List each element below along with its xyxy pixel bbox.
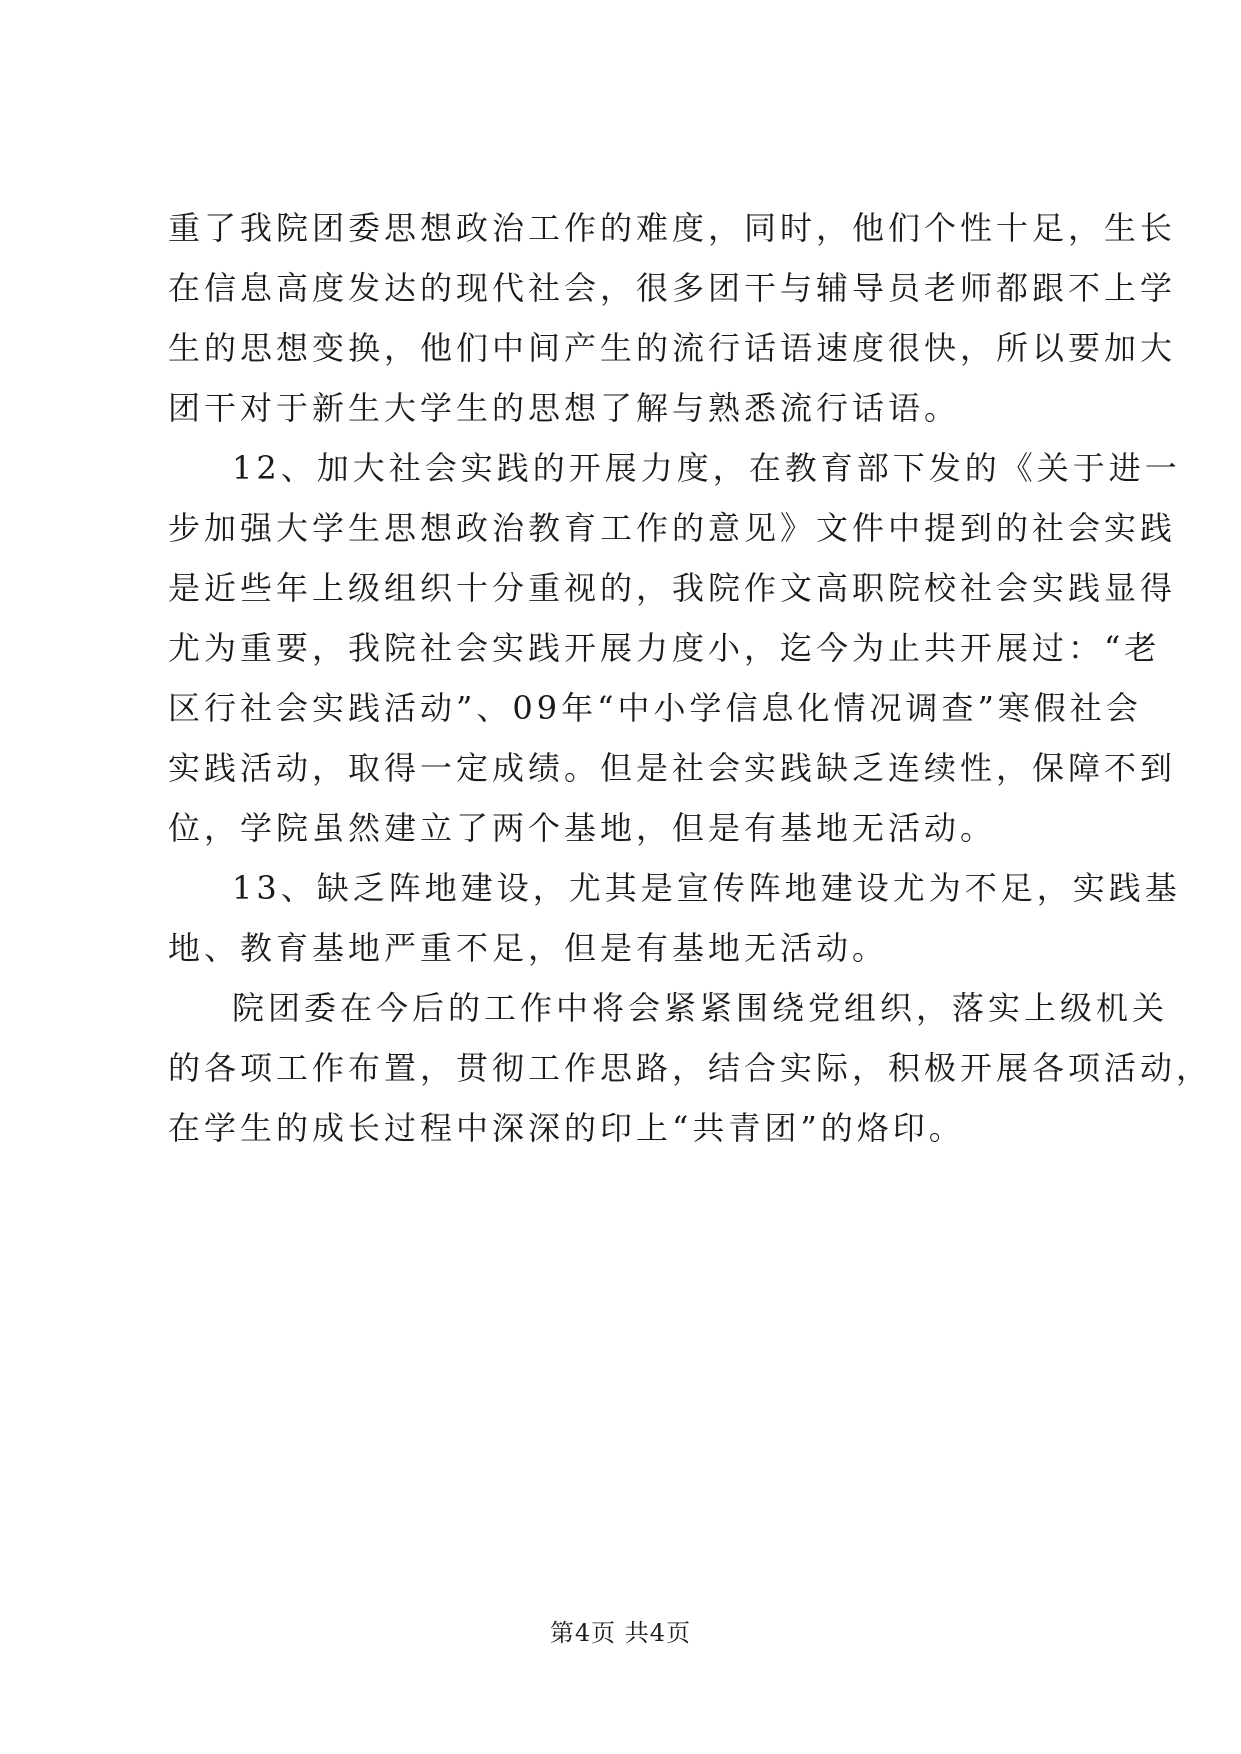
text-line: 院团委在今后的工作中将会紧紧围绕党组织，落实上级机关 xyxy=(232,989,1169,1027)
paragraph-item-13 xyxy=(168,858,1181,978)
text-line: 尤为重要，我院社会实践开展力度小，迄今为止共开展过：“老 xyxy=(168,629,1161,667)
document-body xyxy=(168,198,1213,1158)
text-line: 13、缺乏阵地建设，尤其是宣传阵地建设尤为不足，实践基 xyxy=(232,869,1181,907)
paragraph-continuation xyxy=(168,198,1177,438)
text-line: 团干对于新生大学生的思想了解与熟悉流行话语。 xyxy=(168,389,961,427)
text-line: 实践活动，取得一定成绩。但是社会实践缺乏连续性，保障不到 xyxy=(168,749,1177,787)
text-line: 在学生的成长过程中深深的印上“共青团”的烙印。 xyxy=(168,1109,965,1147)
text-line: 的各项工作布置，贯彻工作思路，结合实际，积极开展各项活动， xyxy=(168,1049,1213,1087)
text-line: 步加强大学生思想政治教育工作的意见》文件中提到的社会实践 xyxy=(168,509,1177,547)
text-line: 重了我院团委思想政治工作的难度，同时，他们个性十足，生长 xyxy=(168,209,1177,247)
text-line: 区行社会实践活动”、09年“中小学信息化情况调查”寒假社会 xyxy=(168,689,1142,727)
paragraph-conclusion xyxy=(168,978,1213,1158)
paragraph-item-12 xyxy=(168,438,1181,858)
text-line: 12、加大社会实践的开展力度，在教育部下发的《关于进一 xyxy=(232,449,1181,487)
text-line: 是近些年上级组织十分重视的，我院作文高职院校社会实践显得 xyxy=(168,569,1177,607)
page-number-footer: 第4页 共4页 xyxy=(549,1619,692,1647)
text-line: 生的思想变换，他们中间产生的流行话语速度很快，所以要加大 xyxy=(168,329,1177,367)
text-line: 在信息高度发达的现代社会，很多团干与辅导员老师都跟不上学 xyxy=(168,269,1177,307)
text-line: 地、教育基地严重不足，但是有基地无活动。 xyxy=(168,929,889,967)
text-line: 位，学院虽然建立了两个基地，但是有基地无活动。 xyxy=(168,809,997,847)
